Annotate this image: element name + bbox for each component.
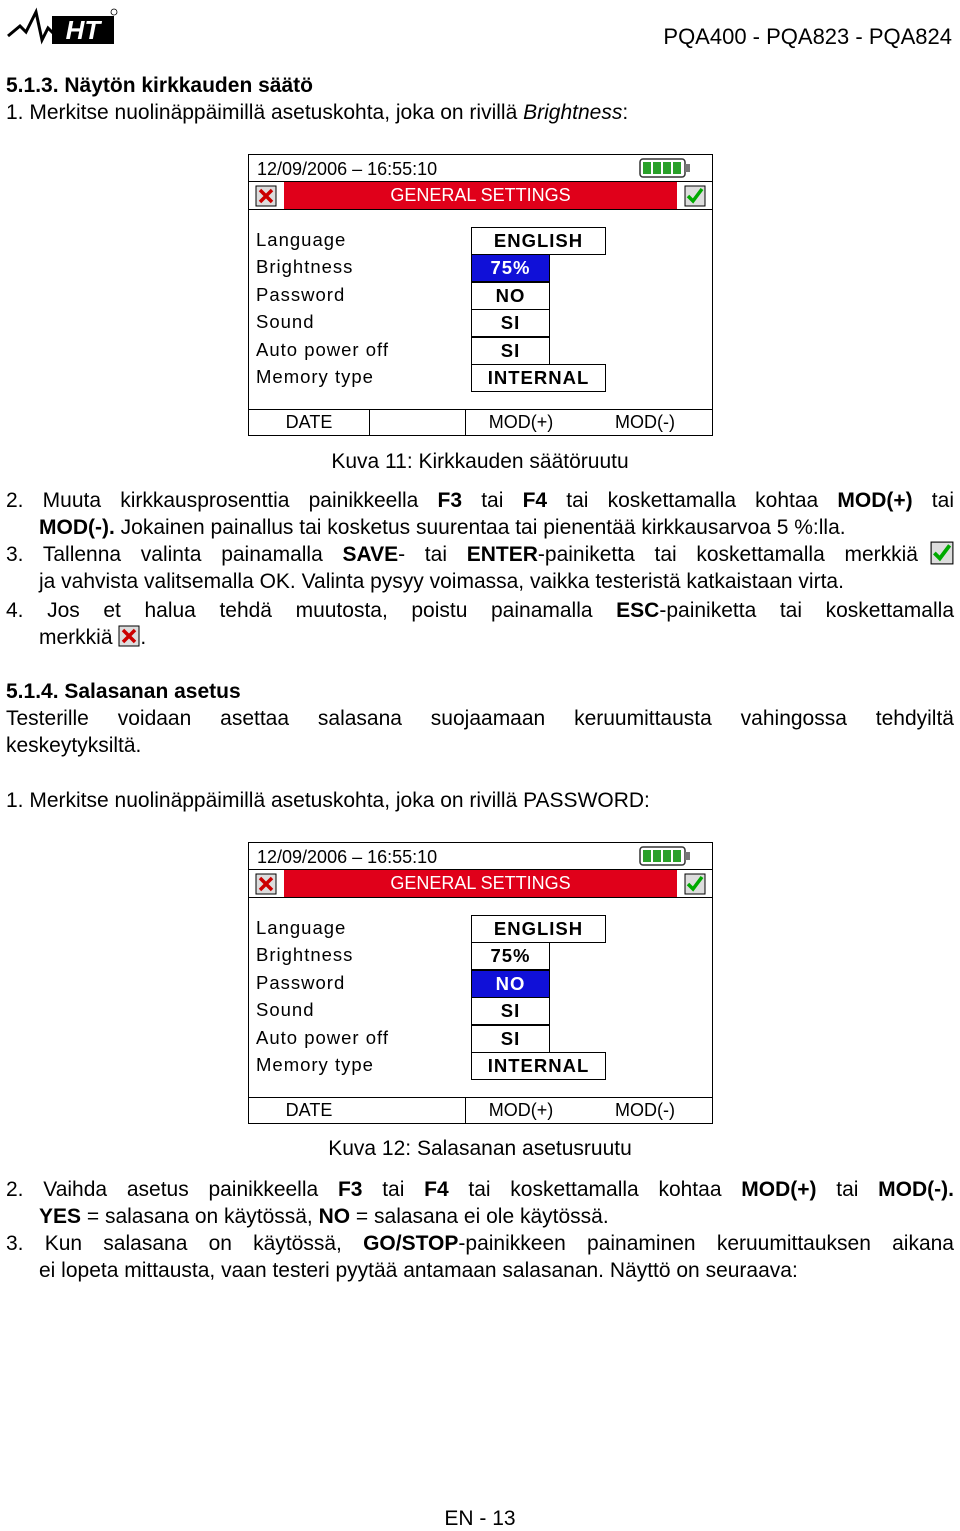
value-brightness[interactable]: 75% — [471, 942, 550, 970]
step-3-text-cont: ja vahvista valitsemalla OK. Valinta pysyy voimassa, vaikka testeristä katkaistaan virta. — [39, 570, 844, 593]
logo-text: HT — [65, 15, 101, 45]
value-password[interactable]: NO — [471, 282, 550, 310]
label-memory-type: Memory type — [256, 366, 374, 387]
battery-icon — [639, 846, 691, 866]
value-memory-type[interactable]: INTERNAL — [471, 1052, 606, 1080]
screen-title: GENERAL SETTINGS — [390, 185, 571, 205]
screen-datetime: 12/09/2006 – 16:55:10 — [257, 847, 438, 867]
screen-titlebar — [249, 869, 712, 898]
value-brightness[interactable]: 75% — [471, 254, 550, 282]
label-sound: Sound — [256, 999, 315, 1020]
password-intro: Testerille voidaan asettaa salasana suojaamaan keruumittausta vahingossa tehdyiltä — [6, 707, 954, 730]
label-password: Password — [256, 284, 346, 305]
label-auto-power-off: Auto power off — [256, 1027, 389, 1048]
check-icon — [930, 541, 954, 565]
settings-screen-brightness — [248, 154, 713, 436]
value-language[interactable]: ENGLISH — [471, 915, 606, 943]
screen-datetime: 12/09/2006 – 16:55:10 — [257, 159, 438, 179]
mod-minus-key[interactable]: MOD(-) — [615, 1100, 675, 1120]
section-heading-5-1-4: 5.1.4. Salasanan asetus — [6, 680, 241, 703]
date-key[interactable]: DATE — [285, 1100, 333, 1120]
step-2-text-cont: MOD(-). Jokainen painallus tai kosketus suurentaa tai pienentää kirkkausarvoa 5 %:lla. — [39, 516, 846, 539]
label-password: Password — [256, 972, 346, 993]
confirm-check-icon[interactable] — [684, 185, 706, 207]
step-4-text-cont: merkkiä . — [39, 626, 147, 649]
screen-title: GENERAL SETTINGS — [390, 873, 571, 893]
label-brightness: Brightness — [256, 256, 354, 277]
screen-titlebar — [249, 181, 712, 210]
ht-logo — [6, 6, 118, 48]
step-1-password: 1. Merkitse nuolinäppäimillä asetuskohta, joka on rivillä PASSWORD: — [6, 789, 650, 812]
password-step-2-text: 2. Vaihda asetus painikkeella F3 tai F4 tai koskettamalla kohtaa MOD(+) tai MOD(-). — [6, 1178, 954, 1201]
label-brightness: Brightness — [256, 944, 354, 965]
value-auto-power-off[interactable]: SI — [471, 337, 550, 365]
date-key[interactable]: DATE — [285, 412, 333, 432]
label-language: Language — [256, 229, 347, 250]
value-language[interactable]: ENGLISH — [471, 227, 606, 255]
step-2-text: 2. Muuta kirkkausprosenttia painikkeella F3 tai F4 tai koskettamalla kohtaa MOD(+) tai — [6, 489, 954, 512]
password-intro-cont: keskeytyksiltä. — [6, 734, 142, 757]
mod-plus-key[interactable]: MOD(+) — [488, 1100, 554, 1120]
value-auto-power-off[interactable]: SI — [471, 1025, 550, 1053]
confirm-check-icon[interactable] — [684, 873, 706, 895]
function-key-bar — [249, 1097, 712, 1123]
cancel-x-icon[interactable] — [255, 873, 277, 895]
label-memory-type: Memory type — [256, 1054, 374, 1075]
password-step-3-cont: ei lopeta mittausta, vaan testeri pyytää antamaan salasanan. Näyttö on seuraava: — [39, 1259, 798, 1282]
label-auto-power-off: Auto power off — [256, 339, 389, 360]
page-number: EN - 13 — [444, 1507, 516, 1530]
model-title: PQA400 - PQA823 - PQA824 — [663, 24, 952, 49]
password-step-2-cont: YES = salasana on käytössä, NO = salasana ei ole käytössä. — [39, 1205, 609, 1228]
battery-icon — [639, 158, 691, 178]
value-memory-type[interactable]: INTERNAL — [471, 364, 606, 392]
cross-icon — [118, 625, 140, 647]
figure-caption-12: Kuva 12: Salasanan asetusruutu — [328, 1137, 632, 1160]
cancel-x-icon[interactable] — [255, 185, 277, 207]
figure-caption-11: Kuva 11: Kirkkauden säätöruutu — [331, 450, 629, 473]
password-step-3-text: 3. Kun salasana on käytössä, GO/STOP-painikkeen painaminen keruumittauksen aikana — [6, 1232, 954, 1255]
function-key-bar — [249, 409, 712, 435]
step-3-text: 3. Tallenna valinta painamalla SAVE- tai ENTER-painiketta tai koskettamalla merkkiä — [6, 543, 918, 566]
mod-minus-key[interactable]: MOD(-) — [615, 412, 675, 432]
value-sound[interactable]: SI — [471, 997, 550, 1025]
section-heading-5-1-3: 5.1.3. Näytön kirkkauden säätö — [6, 74, 313, 97]
step-4-text: 4. Jos et halua tehdä muutosta, poistu painamalla ESC-painiketta tai koskettamalla — [6, 599, 954, 622]
value-sound[interactable]: SI — [471, 309, 550, 337]
mod-plus-key[interactable]: MOD(+) — [488, 412, 554, 432]
value-password[interactable]: NO — [471, 970, 550, 998]
settings-screen-password — [248, 842, 713, 1124]
step-1-brightness: 1. Merkitse nuolinäppäimillä asetuskohta, joka on rivillä Brightness: — [6, 101, 629, 124]
label-sound: Sound — [256, 311, 315, 332]
label-language: Language — [256, 917, 347, 938]
